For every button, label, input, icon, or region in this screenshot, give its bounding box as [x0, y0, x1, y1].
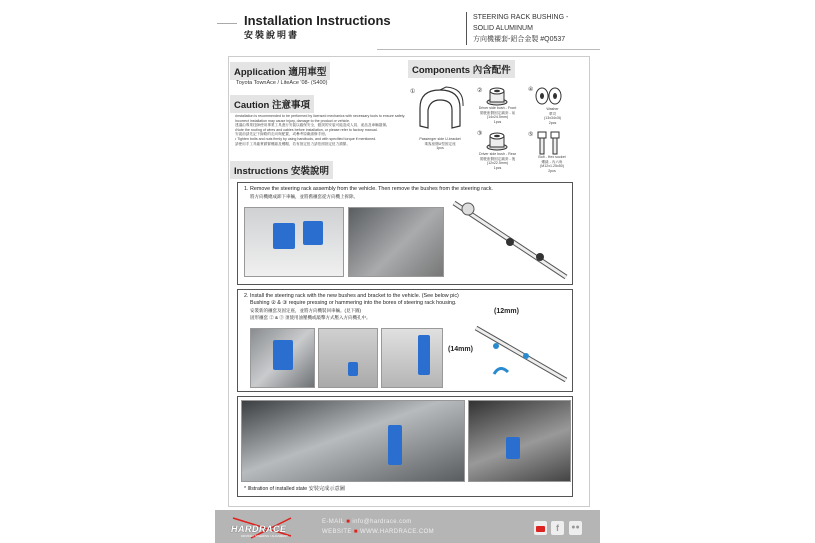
caution-item: •Installation is recommended to be performed by licensed mechanics with necessary tools to ensure safety. Incorrect installation may cause injury, damage to the product or vehicle. [235, 114, 406, 123]
website-row [322, 527, 434, 537]
bush-blue [388, 425, 402, 465]
wechat-icon[interactable]: ●● [569, 521, 582, 535]
u-bracket-image [416, 86, 464, 132]
bush-blue [273, 223, 295, 249]
caution-heading: Caution 注意事項 [230, 95, 314, 113]
page-title-cn: 安裝說明書 [244, 31, 300, 41]
website-label: WEBSITE [322, 529, 352, 535]
front-bush-image [486, 86, 508, 106]
facebook-icon[interactable]: f [551, 521, 564, 535]
email-row [322, 517, 434, 527]
contact-info [322, 517, 434, 537]
step-2 [237, 289, 573, 392]
label-12mm: (12mm) [494, 308, 519, 315]
installed-caption: * Illstration of installed state 安裝完成示意圖 [244, 486, 345, 492]
brand-tagline: DRIVING / STEERING / ALIGNMENT [241, 534, 288, 538]
caution-item: • Tighten bolts and nuts firmly by using handtools, and with specified torque if mentioned. [235, 136, 377, 141]
website-link[interactable]: WWW.HARDRACE.COM [360, 529, 435, 535]
header-rule-left [217, 23, 237, 24]
caution-item: •Note the routing of wires and cables before installation, or please refer to factory manual. [235, 127, 378, 132]
label-14mm: (14mm) [448, 346, 473, 353]
component-qty: 1pcs [493, 165, 502, 170]
caution-item: 安裝前請先記下線路的走向與配置，或參考原廠維修手冊。 [235, 132, 329, 137]
step-1 [237, 182, 573, 285]
washer-image [534, 87, 564, 105]
component-number: ④ [528, 87, 534, 93]
component-front-bush [470, 106, 525, 124]
component-size: (13x34x3t) [544, 116, 561, 121]
component-name: Driver side bush - Rear [479, 152, 516, 156]
component-name-cn: 駕駛座側固定襯套 - 後 [479, 156, 516, 161]
component-washer [530, 107, 575, 125]
application-vehicle: Toyota TownAce / LiteAce '08- (S400) [236, 80, 328, 86]
component-name: Bolt - Hex socket [538, 155, 566, 159]
bolt-image [537, 131, 561, 155]
bush-blue [418, 335, 430, 375]
application-heading: Application 適用車型 [230, 62, 330, 80]
bush-blue [273, 340, 293, 370]
component-qty: 1pcs [493, 119, 502, 124]
component-name-cn: 華司 [548, 111, 557, 116]
caution-item: 請使用手工具確實鎖緊螺絲及螺帽，若有指定扭力請依照指定扭力鎖緊。 [235, 141, 350, 146]
step-2-cn1: 安裝新的襯套及固定座，並將方向機裝回車輛。(見下圖) [250, 308, 361, 313]
step-2-line1: 2. Install the steering rack with the new bushes and bracket to the vehicle. (See below pic) [244, 293, 459, 299]
component-number: ⑤ [528, 132, 534, 138]
bush-blue [303, 221, 323, 245]
component-bolt [527, 155, 577, 173]
brand-logo [231, 516, 309, 540]
component-name-cn: 螺絲 - 內六角 [541, 159, 563, 164]
component-number: ② [477, 88, 483, 94]
component-qty: 1pcs [436, 146, 444, 151]
step-2-cn2: 固形襯套 ② & ③ 須使用油壓機或敲擊方式壓入方向機孔中。 [250, 315, 371, 320]
rear-bush-image [486, 131, 508, 151]
component-size: (M12x1.25x50) [540, 164, 564, 169]
component-name: Washer [546, 107, 559, 111]
caution-list [235, 114, 407, 146]
install-diagram [466, 320, 570, 390]
email-label: E-MAIL [322, 519, 345, 525]
youtube-icon[interactable] [534, 521, 547, 535]
component-number: ③ [477, 131, 483, 137]
component-rear-bush [470, 152, 525, 170]
step-3 [237, 396, 573, 497]
bush-blue [348, 362, 358, 376]
header-rule-right [377, 49, 600, 50]
component-name-cn: 乘客座側U型固定座 [424, 141, 456, 146]
component-size: (14x24.5mm) [486, 115, 509, 120]
installed-bush-photo-2 [318, 328, 378, 388]
bullet: ■ [353, 529, 358, 535]
component-number: ① [410, 89, 416, 95]
product-info [466, 12, 568, 45]
installed-state-photo-main [241, 400, 465, 482]
component-u-bracket [405, 137, 475, 151]
step-1-text-cn: 將方向機總成卸下車輛，並將舊襯套從方向機上拆除。 [250, 194, 358, 199]
components-heading: Components 內含配件 [408, 60, 515, 78]
caution-item: 建議由專業技師使用專業工具進行安裝以確保安全，錯誤的安裝可能造成人員、產品及車輛損傷。 [235, 123, 390, 128]
bullet: ■ [346, 519, 351, 525]
component-name: Driver side bush - Front [478, 106, 517, 110]
product-line2: SOLID ALUMINUM [473, 25, 533, 32]
component-qty: 2pcs [548, 120, 557, 125]
footer [215, 510, 600, 543]
page-title: Installation Instructions [244, 13, 391, 28]
steering-rack-diagram [448, 197, 572, 283]
product-line1: STEERING RACK BUSHING - [473, 14, 569, 21]
step-2-line2: Bushing ② & ③ require pressing or hammering into the bores of steering rack housing. [250, 300, 457, 306]
component-name-cn: 駕駛座側固定襯套 - 前 [479, 110, 516, 115]
brand-name: HARDRACE [231, 524, 287, 534]
instructions-heading: Instructions 安裝說明 [230, 161, 333, 179]
component-size: (12x22.5mm) [486, 161, 509, 166]
old-bushes-photo [348, 207, 444, 277]
step-2-text [244, 293, 459, 321]
installed-bush-photo-3 [381, 328, 443, 388]
component-qty: 2pcs [548, 168, 556, 173]
step-1-text: 1. Remove the steering rack assembly from the vehicle. Then remove the bushes from the steering rack. [244, 186, 493, 192]
component-name: Passenger side U-bracket [419, 137, 461, 141]
email-link[interactable]: info@hardrace.com [352, 519, 412, 525]
bush-blue [506, 437, 520, 459]
product-cn: 方向機襯套-鋁合金製 #Q0537 [473, 36, 566, 43]
